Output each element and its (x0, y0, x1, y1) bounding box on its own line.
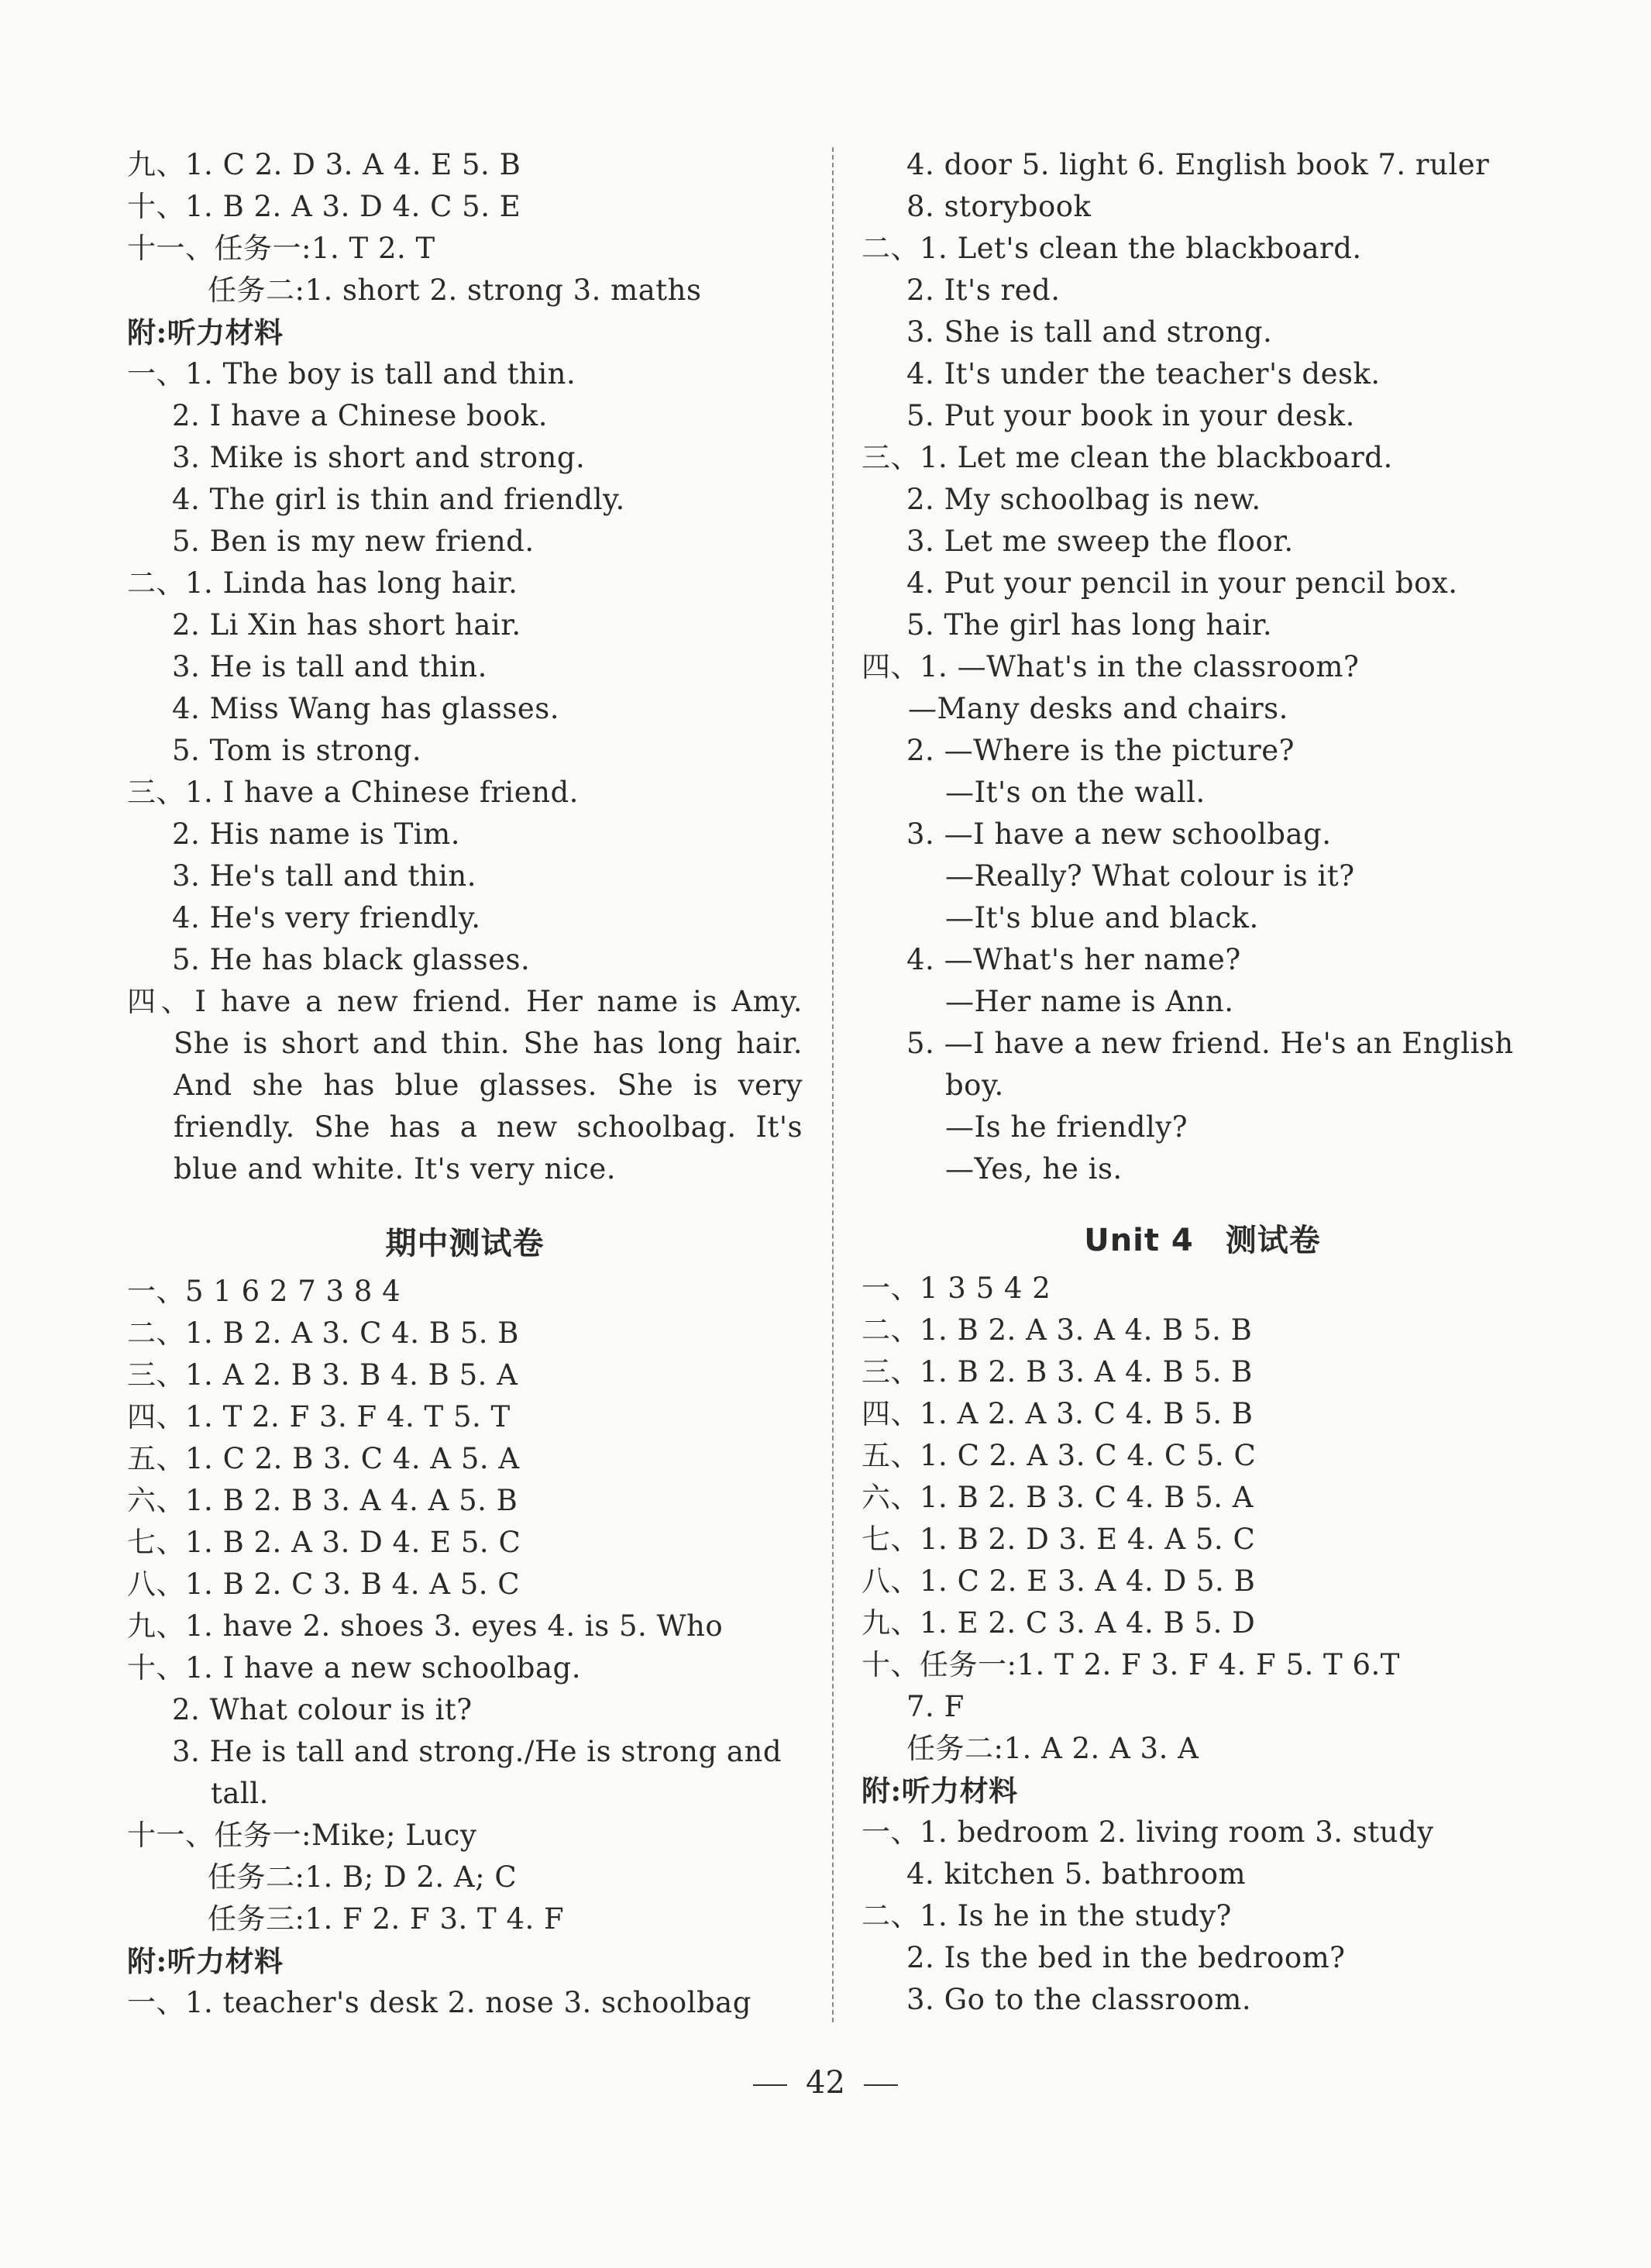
answer-line: 一、1 3 5 4 2 (862, 1272, 1051, 1305)
answer-line: 5. The girl has long hair. (906, 608, 1273, 642)
answer-line: 任务三:1. F 2. F 3. T 4. F (208, 1902, 565, 1936)
answer-line: 5. Tom is strong. (172, 734, 422, 767)
answer-line: 四、1. T 2. F 3. F 4. T 5. T (127, 1400, 511, 1433)
midterm-answers-block (127, 1271, 803, 2024)
answer-line: —Is he friendly? (945, 1110, 1188, 1144)
column-divider (832, 147, 834, 2022)
footer-dash-left (753, 2084, 787, 2086)
answer-line: boy. (945, 1069, 1004, 1102)
answer-line: 二、1. B 2. A 3. A 4. B 5. B (862, 1313, 1253, 1347)
midterm-test-title: 期中测试卷 (385, 1226, 545, 1261)
answer-line: 5. Ben is my new friend. (172, 525, 535, 558)
answer-line: 3. Mike is short and strong. (172, 441, 586, 474)
answer-line: 4. The girl is thin and friendly. (172, 483, 625, 516)
answer-line: 3. He is tall and strong./He is strong and (172, 1735, 782, 1768)
answer-line: 2. Li Xin has short hair. (172, 608, 521, 642)
answer-line: 八、1. B 2. C 3. B 4. A 5. C (127, 1568, 521, 1601)
answer-line: 3. He's tall and thin. (172, 859, 476, 893)
left-column (127, 144, 803, 2024)
listening-paragraph: 四、I have a new friend. Her name is Amy. She is short and thin. She has long hair. And she has blue glasses. She is very friendly. She has a new schoolbag. It's blue and white. It's very nice. (127, 985, 803, 1186)
answer-line: 三、1. A 2. B 3. B 4. B 5. A (127, 1358, 518, 1392)
answer-line: 二、1. Is he in the study? (862, 1899, 1232, 1932)
unit4-answers-block (862, 1268, 1543, 2021)
answer-line: 4. Miss Wang has glasses. (172, 692, 560, 725)
left-answers-block (127, 144, 803, 981)
answer-line: 十一、任务一:Mike; Lucy (127, 1819, 477, 1852)
answer-line: 六、1. B 2. B 3. C 4. B 5. A (862, 1481, 1254, 1514)
footer-dash-right (864, 2084, 898, 2086)
answer-line: 4. He's very friendly. (172, 901, 481, 934)
answer-line: 任务二:1. short 2. strong 3. maths (208, 274, 702, 307)
answer-line: 一、1. teacher's desk 2. nose 3. schoolbag (127, 1986, 752, 2019)
right-listening-block (862, 144, 1543, 1190)
answer-line: 3. She is tall and strong. (906, 315, 1273, 349)
answer-line: 4. —What's her name? (906, 943, 1241, 976)
answer-line: 8. storybook (906, 190, 1092, 223)
answer-line: 任务二:1. B; D 2. A; C (208, 1860, 518, 1894)
answer-line: 附:听力材料 (862, 1774, 1018, 1808)
answer-line: 九、1. have 2. shoes 3. eyes 4. is 5. Who (127, 1609, 724, 1643)
answer-line: —It's on the wall. (945, 776, 1206, 809)
answer-line: 六、1. B 2. B 3. A 4. A 5. B (127, 1484, 518, 1517)
answer-line: 八、1. C 2. E 3. A 4. D 5. B (862, 1564, 1256, 1598)
answer-line: 五、1. C 2. A 3. C 4. C 5. C (862, 1439, 1257, 1472)
page-number: 42 (806, 2065, 845, 2101)
answer-line: 3. Go to the classroom. (906, 1983, 1252, 2016)
answer-line: 四、1. —What's in the classroom? (862, 650, 1360, 683)
answer-line: 二、1. Linda has long hair. (127, 566, 518, 600)
answer-line: 5. —I have a new friend. He's an English (906, 1027, 1514, 1060)
answer-line: 四、1. A 2. A 3. C 4. B 5. B (862, 1397, 1254, 1430)
answer-line: —It's blue and black. (945, 901, 1259, 934)
answer-line: 附:听力材料 (127, 1944, 284, 1978)
answer-line: 二、1. B 2. A 3. C 4. B 5. B (127, 1316, 519, 1350)
answer-line: 一、1. bedroom 2. living room 3. study (862, 1815, 1434, 1849)
answer-line: 七、1. B 2. D 3. E 4. A 5. C (862, 1523, 1256, 1556)
answer-line: 十、1. I have a new schoolbag. (127, 1651, 581, 1685)
answer-line: tall. (211, 1777, 269, 1810)
answer-line: 一、1. The boy is tall and thin. (127, 357, 576, 391)
answer-line: 4. door 5. light 6. English book 7. ruler (906, 148, 1490, 181)
unit4-test-title: Unit 4 测试卷 (1084, 1223, 1321, 1258)
answer-line: —Yes, he is. (945, 1152, 1123, 1186)
answer-line: 7. F (906, 1690, 965, 1723)
answer-line: 十、任务一:1. T 2. F 3. F 4. F 5. T 6.T (862, 1648, 1400, 1681)
answer-line: 三、1. Let me clean the blackboard. (862, 441, 1393, 474)
answer-line: 十、1. B 2. A 3. D 4. C 5. E (127, 190, 521, 223)
answer-line: 十一、任务一:1. T 2. T (127, 232, 435, 265)
answer-line: 三、1. B 2. B 3. A 4. B 5. B (862, 1355, 1253, 1389)
answer-line: 3. —I have a new schoolbag. (906, 817, 1332, 851)
answer-line: 4. kitchen 5. bathroom (906, 1857, 1247, 1891)
answer-line: 2. —Where is the picture? (906, 734, 1295, 767)
answer-line: 附:听力材料 (127, 315, 284, 349)
answer-line: 五、1. C 2. B 3. C 4. A 5. A (127, 1442, 520, 1475)
answer-line: 任务二:1. A 2. A 3. A (906, 1732, 1199, 1765)
answer-line: 七、1. B 2. A 3. D 4. E 5. C (127, 1526, 521, 1559)
page-number-footer (0, 2065, 1651, 2101)
answer-line: 5. He has black glasses. (172, 943, 531, 976)
answer-line: 三、1. I have a Chinese friend. (127, 776, 579, 809)
answer-line: 二、1. Let's clean the blackboard. (862, 232, 1362, 265)
answer-line: 3. He is tall and thin. (172, 650, 487, 683)
answer-line: 2. His name is Tim. (172, 817, 460, 851)
answer-line: 2. It's red. (906, 274, 1061, 307)
answer-line: 4. Put your pencil in your pencil box. (906, 566, 1458, 600)
answer-line: 2. What colour is it? (172, 1693, 473, 1726)
answer-line: 九、1. E 2. C 3. A 4. B 5. D (862, 1606, 1256, 1640)
answer-line: 3. Let me sweep the floor. (906, 525, 1294, 558)
answer-line: 2. I have a Chinese book. (172, 399, 548, 432)
answer-line: 2. My schoolbag is new. (906, 483, 1261, 516)
answer-line: 2. Is the bed in the bedroom? (906, 1941, 1346, 1974)
answer-line: —Her name is Ann. (945, 985, 1234, 1018)
right-column (862, 144, 1543, 2021)
answer-line: —Many desks and chairs. (908, 692, 1288, 725)
answer-line: —Really? What colour is it? (945, 859, 1355, 893)
answer-line: 九、1. C 2. D 3. A 4. E 5. B (127, 148, 521, 181)
answer-line: 5. Put your book in your desk. (906, 399, 1355, 432)
answer-line: 4. It's under the teacher's desk. (906, 357, 1381, 391)
answer-line: 一、5 1 6 2 7 3 8 4 (127, 1275, 401, 1308)
